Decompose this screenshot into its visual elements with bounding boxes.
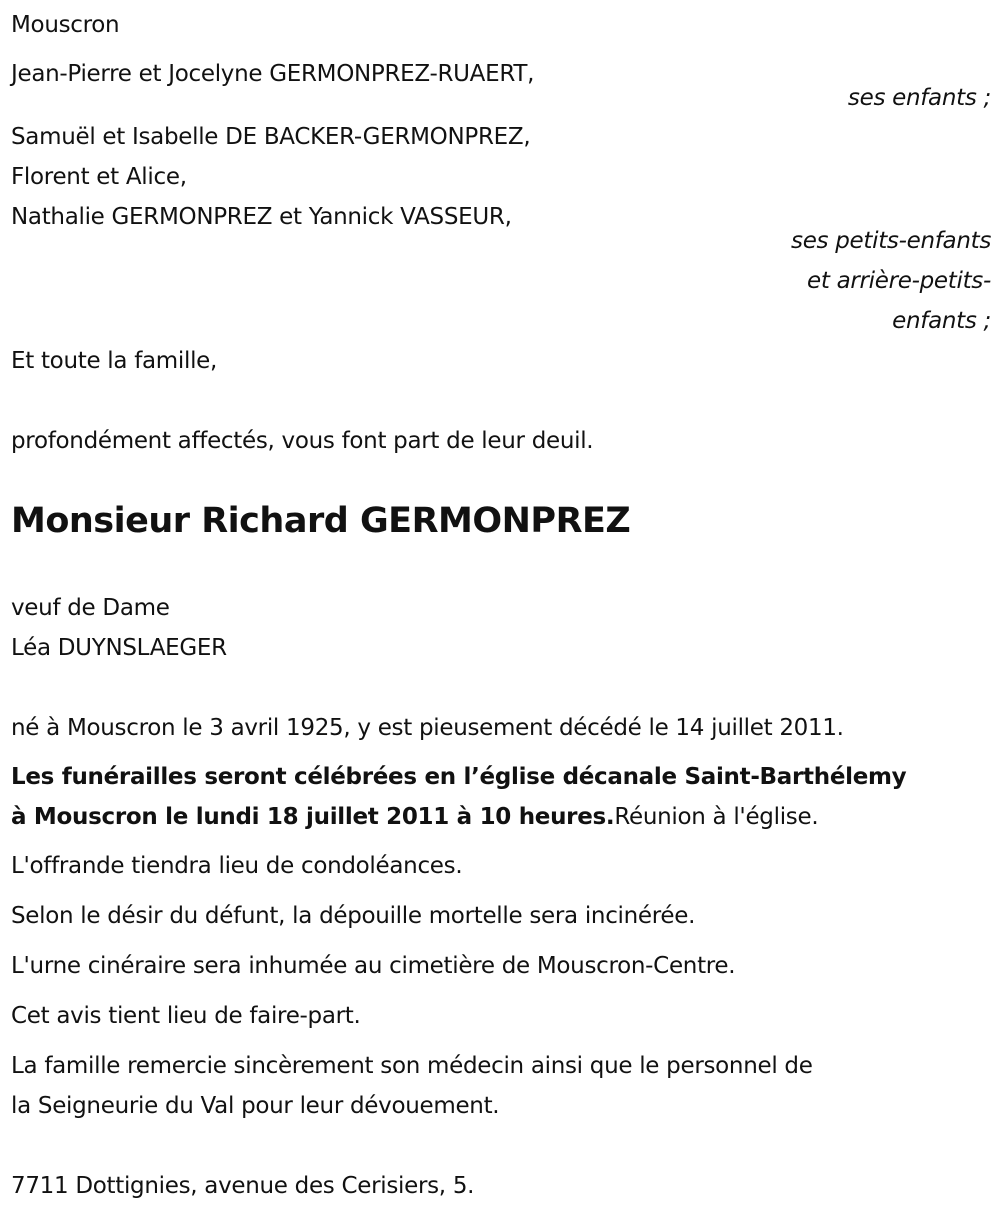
announcement: profondément affectés, vous font part de leur deuil. — [11, 428, 594, 454]
grandchildren-role-line: et arrière-petits- — [807, 268, 991, 294]
children-names: Jean-Pierre et Jocelyne GERMONPREZ-RUAERT, — [11, 61, 535, 87]
whole-family: Et toute la famille, — [11, 348, 218, 374]
city-heading: Mouscron — [11, 12, 120, 38]
address: 7711 Dottignies, avenue des Cerisiers, 5. — [11, 1173, 475, 1199]
deceased-name: Monsieur Richard GERMONPREZ — [11, 501, 631, 541]
meeting-place: Réunion à l'église. — [614, 804, 819, 830]
grandchild-line: Samuël et Isabelle DE BACKER-GERMONPREZ, — [11, 124, 531, 150]
birth-death: né à Mouscron le 3 avril 1925, y est pieusement décédé le 14 juillet 2011. — [11, 715, 844, 741]
widower-line: veuf de Dame — [11, 595, 170, 621]
grandchild-line: Nathalie GERMONPREZ et Yannick VASSEUR, — [11, 204, 512, 230]
children-role: ses enfants ; — [847, 85, 991, 111]
grandchild-line: Florent et Alice, — [11, 164, 187, 190]
notice-note: Cet avis tient lieu de faire-part. — [11, 1003, 361, 1029]
offering-note: L'offrande tiendra lieu de condoléances. — [11, 853, 463, 879]
grandchildren-role-line: ses petits-enfants — [791, 228, 991, 254]
thanks-line: La famille remercie sincèrement son médecin ainsi que le personnel de — [11, 1053, 813, 1079]
cremation-note: Selon le désir du défunt, la dépouille mortelle sera incinérée. — [11, 903, 696, 929]
funeral-date-time: à Mouscron le lundi 18 juillet 2011 à 10 heures. — [11, 804, 615, 830]
urn-note: L'urne cinéraire sera inhumée au cimetière de Mouscron-Centre. — [11, 953, 736, 979]
widower-line: Léa DUYNSLAEGER — [11, 635, 227, 661]
thanks-line: la Seigneurie du Val pour leur dévouement. — [11, 1093, 500, 1119]
funeral-details-line-2 — [11, 802, 818, 832]
funeral-details: Les funérailles seront célébrées en l’église décanale Saint-Barthélemy — [11, 764, 907, 790]
grandchildren-role-line: enfants ; — [892, 308, 991, 334]
